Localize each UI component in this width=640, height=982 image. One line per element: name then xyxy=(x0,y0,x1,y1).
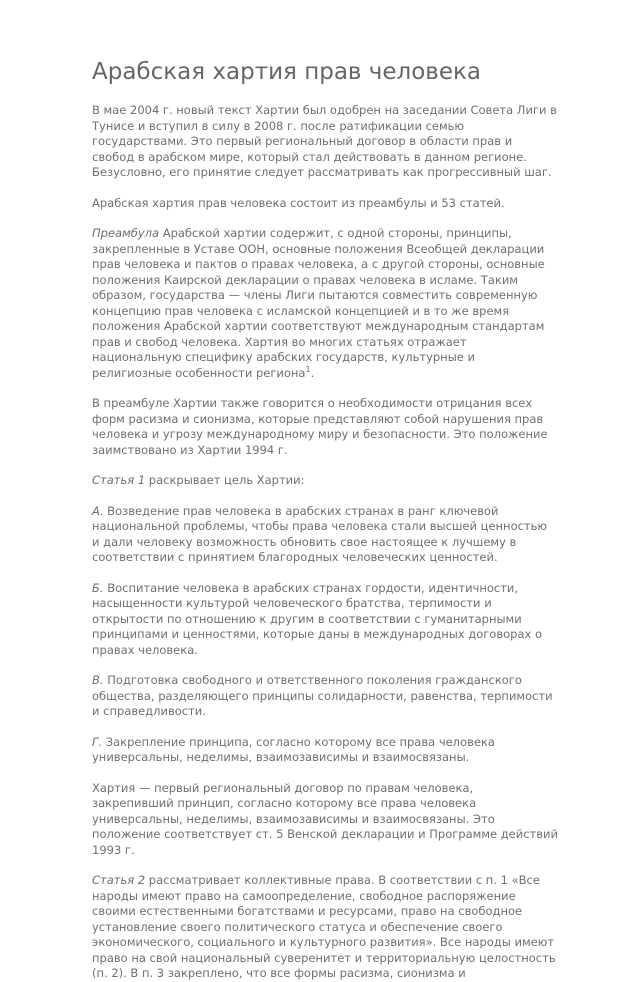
page-title: Арабская хартия прав человека xyxy=(92,59,481,85)
paragraph-article-1 xyxy=(92,473,558,489)
paragraph-preamble xyxy=(92,226,558,381)
paragraph-text: Воспитание человека в арабских странах гордости, идентичности, насыщенности культурой человеческого братства, терпимости и открытости по отношению к другим в соответствии с гуманитарными принципами и ценностями, которые даны в международных договорах о правах человека. xyxy=(92,580,543,657)
paragraph-lead: Преамбула xyxy=(92,226,160,240)
paragraph-text: раскрывает цель Хартии: xyxy=(145,473,305,487)
paragraph-lead: Статья 1 xyxy=(92,473,146,487)
paragraph-structure xyxy=(92,196,558,212)
paragraph-item-v xyxy=(92,673,558,720)
paragraph-article-2 xyxy=(92,873,558,982)
paragraph-tail: . xyxy=(310,365,315,380)
paragraph-lead: Статья 2 xyxy=(92,873,146,887)
paragraph-preamble-note xyxy=(92,396,558,458)
paragraph-lead: А. xyxy=(92,503,104,518)
paragraph-lead: В. xyxy=(92,673,104,687)
paragraph-text: Возведение прав человека в арабских странах в ранг ключевой национальной проблемы, чтобы права человека стали высшей ценностью и дали человеку возможность обновить свое настоящее к лучшему в соответствии с принятием благородных человеческих ценностей. xyxy=(92,503,548,564)
paragraph-intro xyxy=(92,103,558,181)
paragraph-lead: Б. xyxy=(92,580,104,595)
paragraph-text: Хартия — первый региональный договор по правам человека, закрепивший принцип, согласно которому все права человека универсальны, неделимы, взаимозависимы и взаимосвязаны. Это положение соответствует ст. 5 Венской декларации и Программе действий 1993 г. xyxy=(92,780,558,857)
paragraph-text: Арабская хартия прав человека состоит из преамбулы и 53 статей. xyxy=(92,195,505,210)
paragraph-item-g xyxy=(92,735,558,766)
paragraph-text: рассматривает коллективные права. В соответствии с п. 1 «Все народы имеют право на самоопределение, свободное распоряжение своими естественными богатствами и ресурсами, право на свободное установление своего политического статуса и обеспечение своего экономического, социального и культурного развития». Все народы имеют право на свой национальный суверенитет и территориальную целостность (п. 2). В п. 3 закреплено, что все формы расизма, сионизма и xyxy=(92,873,556,980)
paragraph-lead: Г. xyxy=(92,734,103,749)
paragraph-text: В преамбуле Хартии также говорится о необходимости отрицания всех форм расизма и сионизма, которые представляют собой нарушения прав человека и угрозу международному миру и безопасности. Это положение заимствовано из Хартии 1994 г. xyxy=(92,396,548,457)
paragraph-text: Арабской хартии содержит, с одной стороны, принципы, закрепленные в Уставе ООН, основные положения Всеобщей декларации прав человека и пактов о правах человека, а с другой стороны, основные положения Каирской декларации о правах человека в исламе. Таким образом, государства — члены Лиги пытаются совместить современную концепцию прав человека с исламской концепцией и в то же время положения Арабской хартии соответствуют международным стандартам прав и свобод человека. Хартия во многих статьях отражает национальную специфику арабских государств, культурные и религиозные особенности региона xyxy=(92,226,545,380)
paragraph-item-b xyxy=(92,581,558,659)
paragraph-item-a xyxy=(92,504,558,566)
paragraph-text: Подготовка свободного и ответственного поколения гражданского общества, разделяющего принципы солидарности, равенства, терпимости и справедливости. xyxy=(92,673,553,718)
paragraph-principle xyxy=(92,781,558,859)
footnote-marker: 1 xyxy=(305,364,311,374)
paragraph-text: В мае 2004 г. новый текст Хартии был одобрен на заседании Совета Лиги в Тунисе и вступил в силу в 2008 г. после ратификации семью государствами. Это первый региональный договор в области прав и свобод в арабском мире, который стал действовать в данном регионе. Безусловно, его принятие следует рассматривать как прогрессивный шаг. xyxy=(92,103,557,179)
paragraph-text: Закрепление принципа, согласно которому все права человека универсальны, неделимы, взаимозависимы и взаимосвязаны. xyxy=(92,734,495,764)
